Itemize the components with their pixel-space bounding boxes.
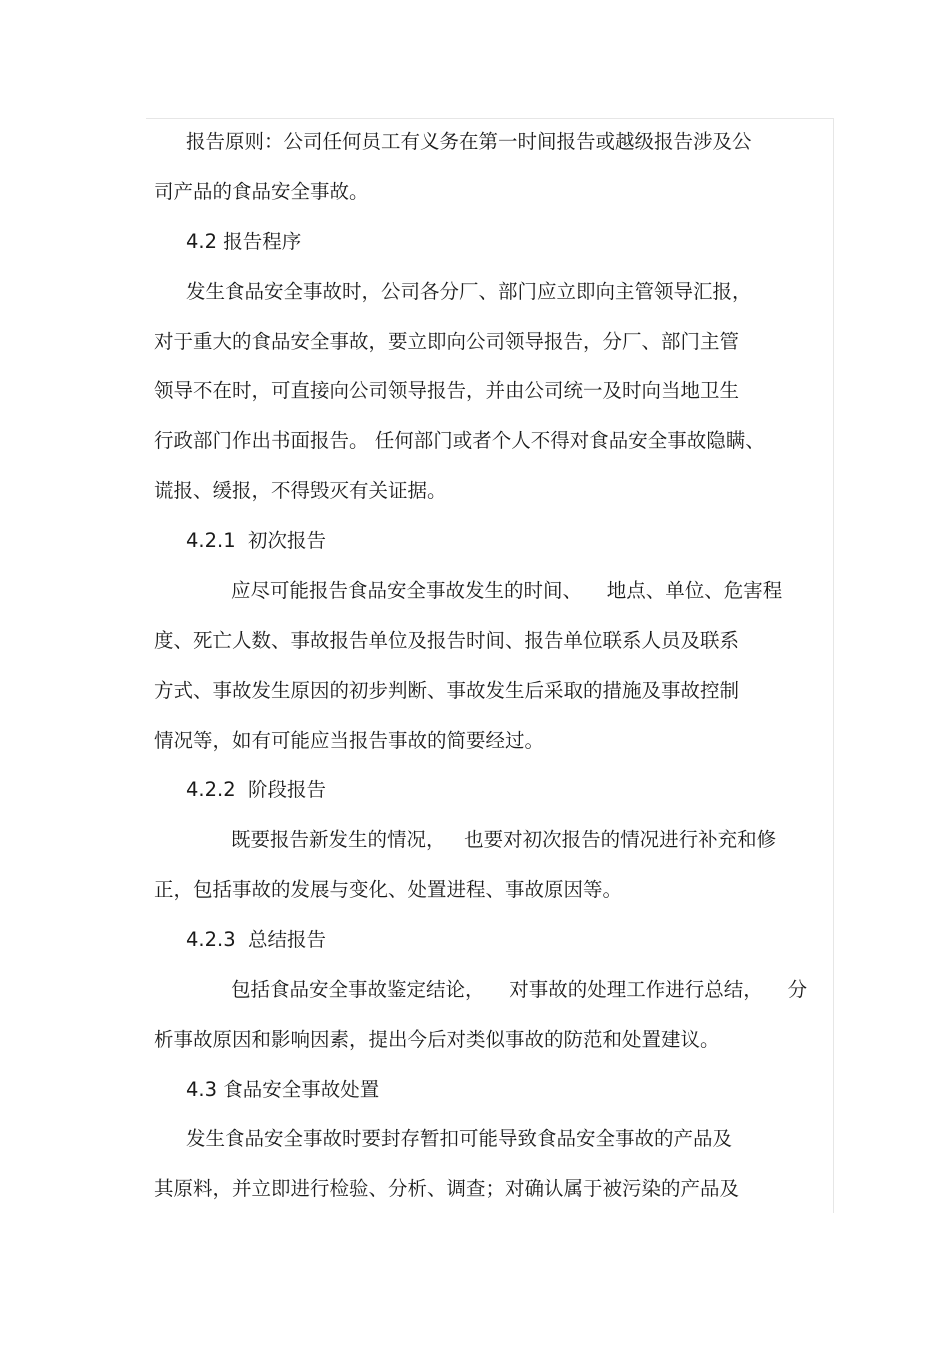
- section-heading: 4.2.1 初次报告: [186, 529, 327, 552]
- paragraph-line: 应尽可能报告食品安全事故发生的时间、 地点、单位、危害程: [231, 579, 783, 602]
- paragraph-line: 方式、事故发生原因的初步判断、事故发生后采取的措施及事故控制: [154, 679, 740, 702]
- paragraph-line: 谎报、缓报，不得毁灭有关证据。: [154, 479, 447, 502]
- paragraph-line: 发生食品安全事故时要封存暂扣可能导致食品安全事故的产品及: [186, 1127, 733, 1150]
- paragraph-line: 行政部门作出书面报告。 任何部门或者个人不得对食品安全事故隐瞒、: [154, 429, 765, 452]
- section-heading: 4.2.2 阶段报告: [186, 778, 327, 801]
- section-heading: 4.2.3 总结报告: [186, 928, 327, 951]
- section-heading: 4.2 报告程序: [186, 230, 302, 253]
- paragraph-line: 包括食品安全事故鉴定结论， 对事故的处理工作进行总结， 分: [231, 978, 808, 1001]
- paragraph-line: 析事故原因和影响因素，提出今后对类似事故的防范和处置建议。: [154, 1028, 720, 1051]
- section-heading: 4.3 食品安全事故处置: [186, 1078, 380, 1101]
- paragraph-line: 度、死亡人数、事故报告单位及报告时间、报告单位联系人员及联系: [154, 629, 740, 652]
- paragraph-line: 报告原则：公司任何员工有义务在第一时间报告或越级报告涉及公: [186, 130, 752, 153]
- paragraph-line: 其原料，并立即进行检验、分析、调查；对确认属于被污染的产品及: [154, 1177, 740, 1200]
- paragraph-line: 发生食品安全事故时，公司各分厂、部门应立即向主管领导汇报，: [186, 280, 752, 303]
- paragraph-line: 司产品的食品安全事故。: [154, 180, 369, 203]
- paragraph-line: 对于重大的食品安全事故，要立即向公司领导报告，分厂、部门主管: [154, 330, 740, 353]
- paragraph-line: 领导不在时，可直接向公司领导报告，并由公司统一及时向当地卫生: [154, 379, 740, 402]
- paragraph-line: 情况等，如有可能应当报告事故的简要经过。: [154, 729, 545, 752]
- paragraph-line: 既要报告新发生的情况， 也要对初次报告的情况进行补充和修: [231, 828, 777, 851]
- paragraph-line: 正，包括事故的发展与变化、处置进程、事故原因等。: [154, 878, 623, 901]
